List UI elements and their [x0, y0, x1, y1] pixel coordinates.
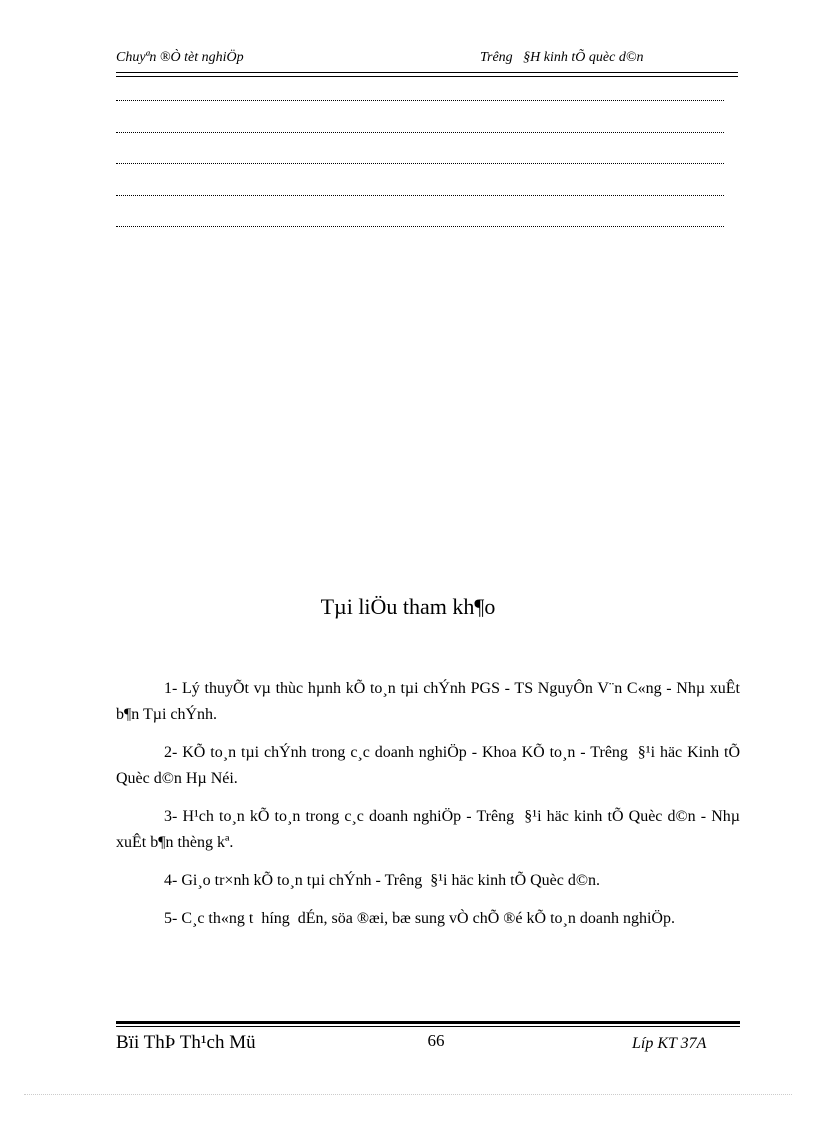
reference-item: 1- Lý thuyÕt vµ thùc hµnh kÕ to¸n tµi chÝnh PGS - TS NguyÔn V¨n C«ng - Nhµ xuÊt b¶n Tµi chÝnh. — [116, 680, 744, 723]
dotted-line — [116, 226, 724, 227]
dotted-lines — [116, 100, 724, 258]
dotted-line — [116, 132, 724, 133]
header-rule-bottom — [116, 76, 738, 77]
reference-item: 4- Gi¸o tr×nh kÕ to¸n tµi chÝnh - Trêng §¹i häc kinh tÕ Quèc d©n. — [164, 872, 601, 889]
dotted-line — [116, 100, 724, 101]
header-left-text: Chuyªn ®Ò tèt nghiÖp — [116, 50, 244, 65]
footer-rule-thick — [116, 1021, 740, 1024]
page-number: 66 — [427, 1031, 445, 1050]
dotted-line — [116, 195, 724, 196]
page-bottom-border — [24, 1094, 792, 1095]
reference-item: 2- KÕ to¸n tµi chÝnh trong c¸c doanh nghiÖp - Khoa KÕ to¸n - Trêng §¹i häc Kinh tÕ Quèc d©n Hµ Néi. — [116, 744, 744, 787]
dotted-line — [116, 163, 724, 164]
reference-list — [116, 676, 744, 944]
reference-item: 5- C¸c th«ng t híng dÉn, söa ®æi, bæ sung vÒ chÕ ®é kÕ to¸n doanh nghiÖp. — [164, 910, 675, 927]
header-right-text: Trêng §H kinh tÕ quèc d©n — [480, 50, 644, 65]
reference-item: 3- H¹ch to¸n kÕ to¸n trong c¸c doanh nghiÖp - Trêng §¹i häc kinh tÕ Quèc d©n - Nhµ xuÊt b¶n thèng kª. — [116, 808, 744, 851]
footer-rule-thin — [116, 1026, 740, 1027]
header-rule-top — [116, 72, 738, 73]
section-title: Tµi liÖu tham kh¶o — [320, 594, 496, 619]
page-header — [116, 48, 738, 68]
footer-class: Líp KT 37A — [632, 1035, 707, 1052]
footer-author: Bïi ThÞ Th¹ch Mü — [116, 1032, 256, 1053]
